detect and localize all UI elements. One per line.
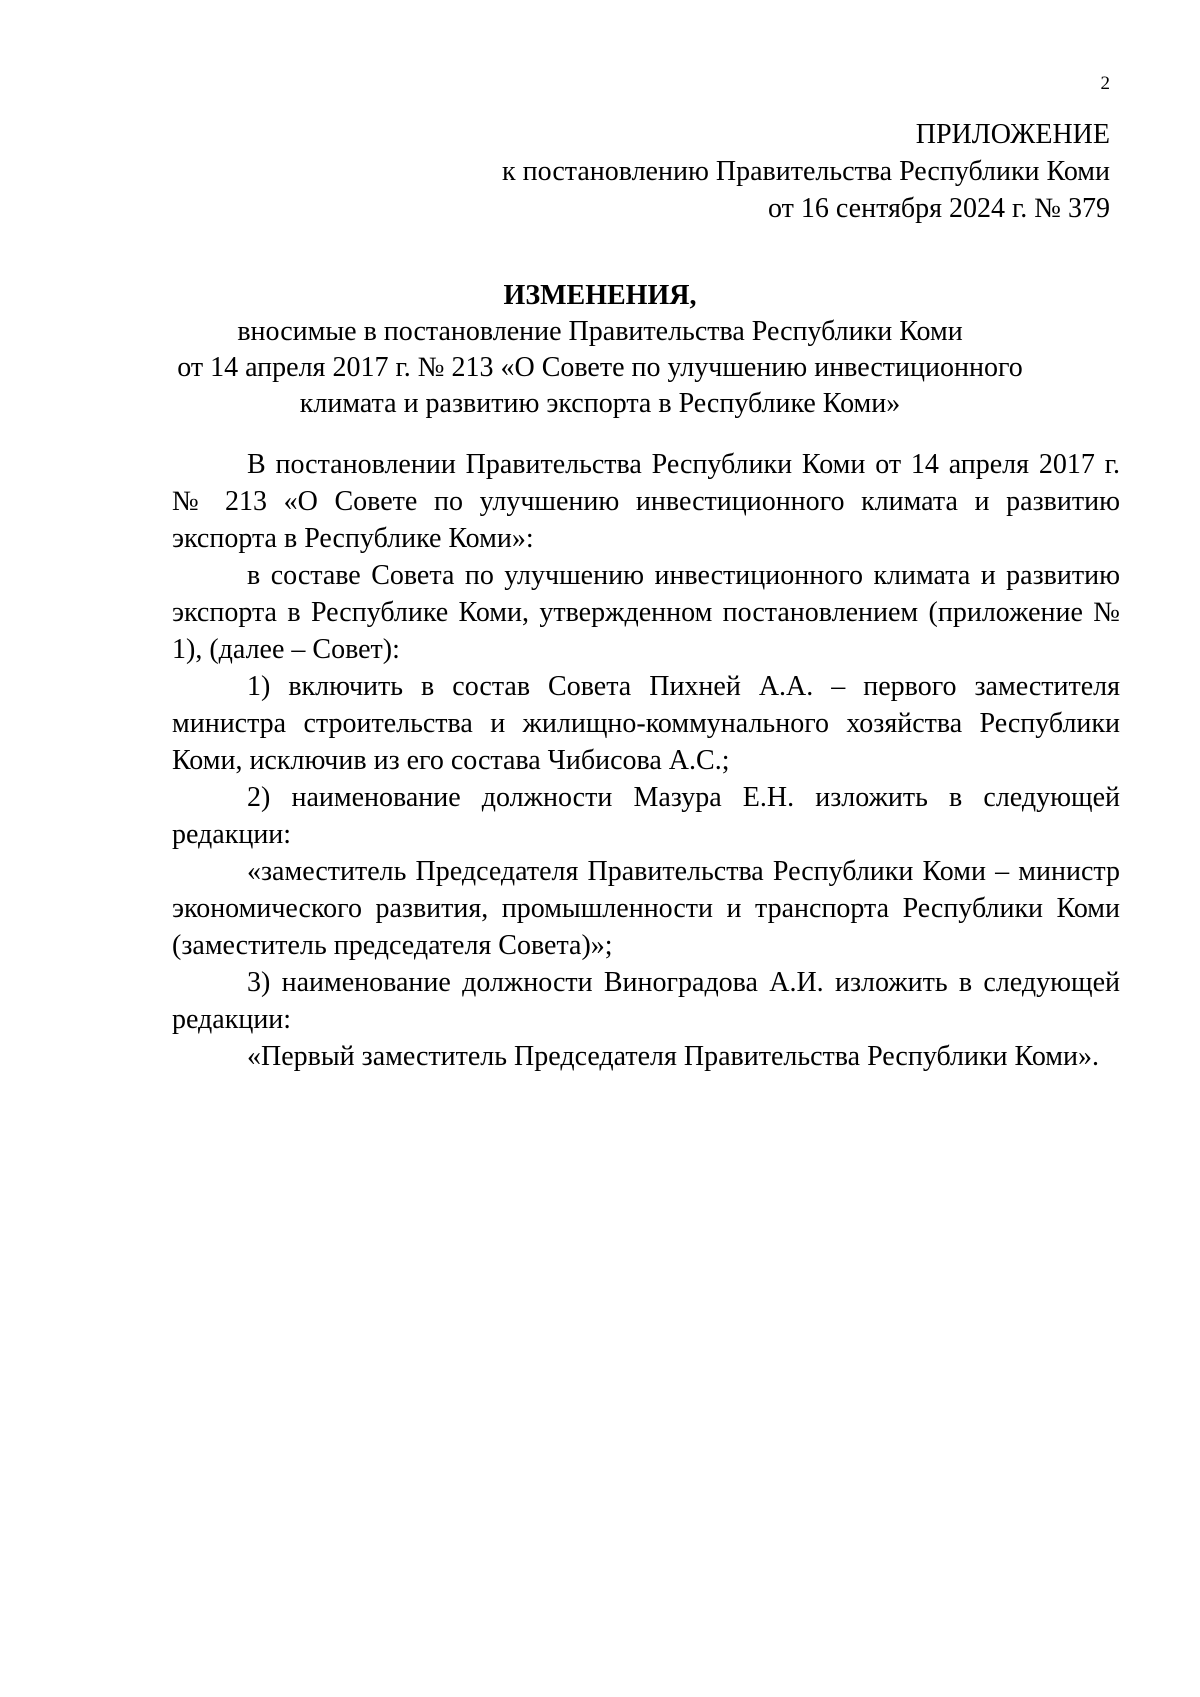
page-number: 2 — [1100, 73, 1110, 94]
body-paragraph-item-3: 3) наименование должности Виноградова А.И. изложить в следующей редакции: — [172, 967, 1120, 1035]
document-body — [172, 446, 1120, 1075]
changes-title: ИЗМЕНЕНИЯ, — [503, 280, 697, 311]
body-paragraph-item-3-text: «Первый заместитель Председателя Правительства Республики Коми». — [247, 1041, 1099, 1072]
appendix-resolution-reference: к постановлению Правительства Республики Коми — [502, 156, 1110, 187]
body-paragraph-item-2-text: «заместитель Председателя Правительства Республики Коми – министр экономического развития, промышленности и транспорта Республики Коми (заместитель председателя Совета)»; — [172, 856, 1120, 961]
appendix-block — [410, 116, 1110, 227]
body-paragraph-council-composition: в составе Совета по улучшению инвестиционного климата и развитию экспорта в Республике Коми, утвержденном постановлением (приложение № 1), (далее – Совет): — [172, 560, 1120, 665]
body-paragraph-intro: В постановлении Правительства Республики Коми от 14 апреля 2017 г. № 213 «О Совете по улучшению инвестиционного климата и развитию экспорта в Республике Коми»: — [172, 449, 1120, 554]
body-paragraph-item-2: 2) наименование должности Мазура Е.Н. изложить в следующей редакции: — [172, 782, 1120, 850]
appendix-date-number: от 16 сентября 2024 г. № 379 — [768, 193, 1110, 224]
body-paragraph-item-1: 1) включить в состав Совета Пихней А.А. – первого заместителя министра строительства и жилищно-коммунального хозяйства Республики Коми, исключив из его состава Чибисова А.С.; — [172, 671, 1120, 776]
changes-subtitle-line-1: вносимые в постановление Правительства Республики Коми — [237, 316, 963, 347]
changes-heading — [100, 278, 1100, 422]
changes-subtitle-line-3: климата и развитию экспорта в Республике Коми» — [299, 388, 901, 419]
appendix-label: ПРИЛОЖЕНИЕ — [915, 119, 1110, 150]
changes-subtitle-line-2: от 14 апреля 2017 г. № 213 «О Совете по улучшению инвестиционного — [177, 352, 1023, 383]
